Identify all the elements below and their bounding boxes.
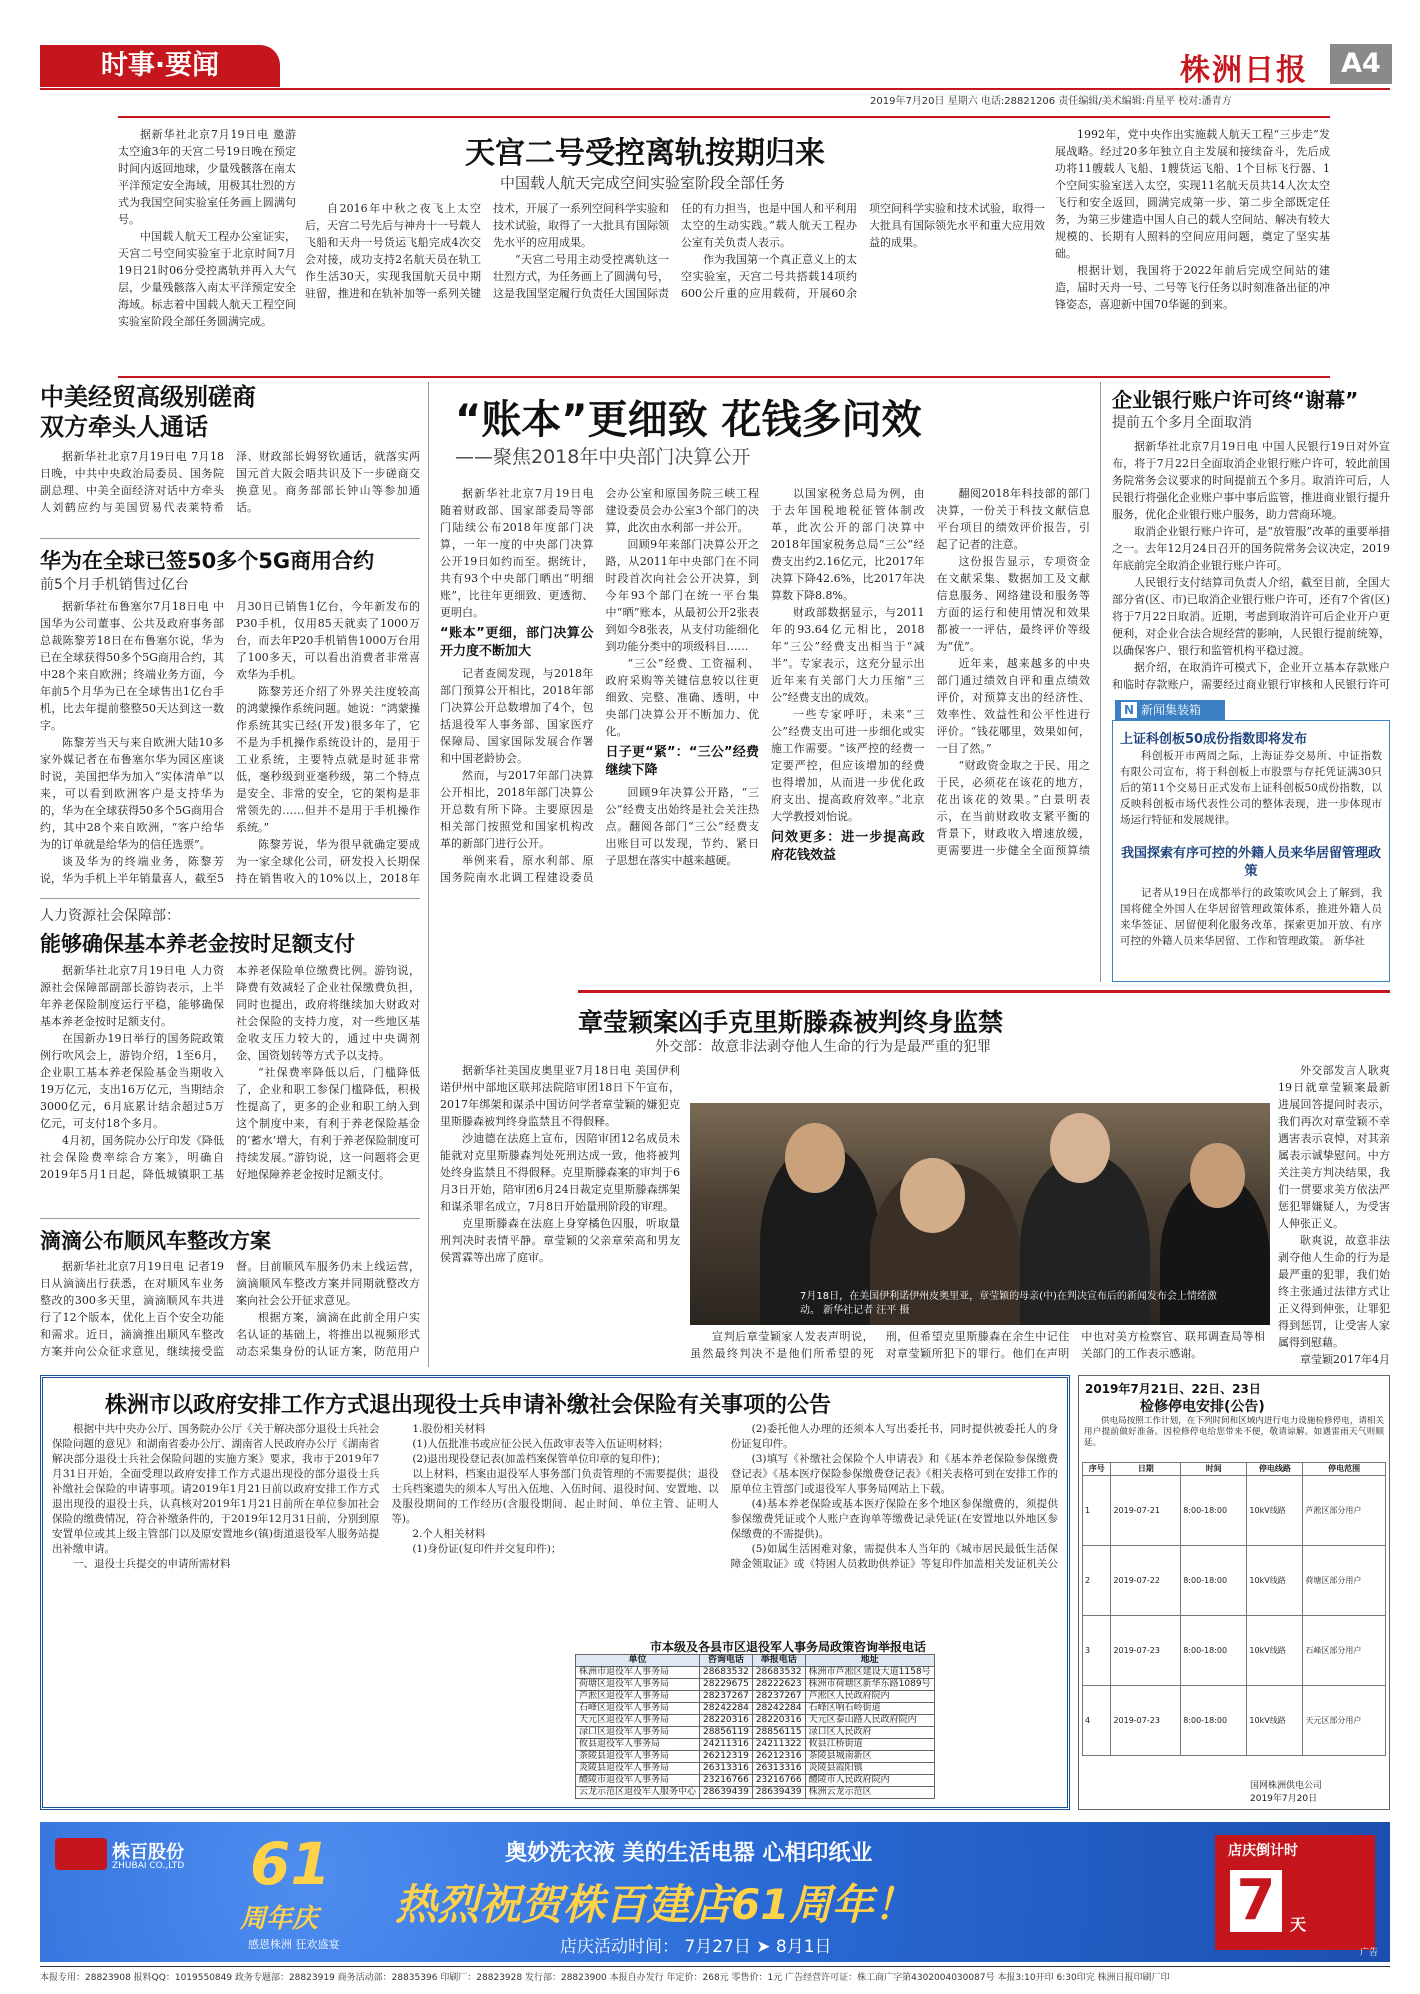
- table-cell: 攸县江桥街道: [805, 1739, 934, 1751]
- headline-budget: “账本”更细致 花钱多问效: [455, 397, 922, 443]
- schedule-intro: [1084, 1416, 1384, 1460]
- table-cell: 28242284: [752, 1703, 805, 1715]
- table-cell: 荷塘区退役军人事务局: [576, 1679, 700, 1691]
- paragraph: 这份报告显示，专项资金在文献采集、数据加工及文献信息服务、网络建设和服务等方面的运行和使用情况和效果都被一一评估，最终评价等级为“优”。: [936, 555, 1090, 653]
- brief-item-title: 上证科创板50成份指数即将发布: [1120, 732, 1308, 747]
- page-number: A4: [1330, 44, 1392, 84]
- table-row: [576, 1679, 935, 1691]
- photo-caption: 7月18日，在美国伊利诺伊州皮奥里亚，章莹颖的母亲(中)在判决宣布后的新闻发布会上情绪激动。 新华社记者 汪平 摄: [800, 1291, 1217, 1316]
- ad-time-start: 7月27日: [684, 1937, 751, 1957]
- article-tiangong-body: [305, 200, 1045, 376]
- table-cell: 2019-07-23: [1111, 1686, 1181, 1756]
- paragraph: 2.个人相关材料: [412, 1528, 486, 1540]
- top-rule: [40, 88, 1390, 90]
- schedule-date: 2019年7月20日: [1250, 1794, 1318, 1804]
- table-cell: 芦淞区部分用户: [1303, 1476, 1386, 1546]
- paragraph: 一、退役士兵提交的申请所需材料: [73, 1558, 231, 1570]
- table-row: [576, 1715, 935, 1727]
- table-header-cell: 地址: [805, 1655, 934, 1667]
- table-header-cell: 日期: [1111, 1463, 1181, 1476]
- table-row: [1083, 1546, 1386, 1616]
- paragraph: 陈黎芳当天与来自欧洲大陆10多家外媒记者在布鲁塞尔华为园区座谈时说，美国把华为加入“实体清单”以来，可以看到欧洲客户是支持华为的，华为在全球获得50多个5G商用合约，其中28个来自欧洲，“客户给华为的订单就是给华为的信任选票”。: [40, 736, 224, 851]
- schedule-table-body: [1083, 1476, 1386, 1756]
- table-cell: 28639439: [752, 1787, 805, 1799]
- paragraph: (5)如属生活困难对象，需提供本人当年的《城市居民最低生活保障金领取证》或《特困人员救助供养证》等复印件加盖相关发证机关公: [730, 1543, 1058, 1570]
- subsection-heading: 日子更“紧”：“三公”经费继续下降: [605, 745, 759, 778]
- ad-countdown-number: 7: [1230, 1870, 1282, 1932]
- schedule-signature: 国网株洲供电公司: [1250, 1781, 1323, 1791]
- paragraph: “财政资金取之于民、用之于民，必须花在该花的地方，花出该花的效果。”白景明表示，在当前财政收支紧平衡的背景下，财政收入增速放缓，更需要进一步健全全面预算绩: [936, 759, 1090, 857]
- table-cell: 攸县退役军人事务局: [576, 1739, 700, 1751]
- brief-item-title: 我国探索有序可控的外籍人员来华居留管理政策: [1120, 846, 1381, 879]
- table-cell: 渌口区退役军人事务局: [576, 1727, 700, 1739]
- table-cell: 2019-07-21: [1111, 1476, 1181, 1546]
- paragraph: 在国新办19日举行的国务院政策例行吹风会上，游钧介绍，1至6月，企业职工基本养老保险基金当期收入19万亿元，支出16万亿元，当期结余3000亿元，6月底累计结余超过5万亿元，可支付18个多月。: [40, 1032, 224, 1130]
- table-cell: 26212319: [700, 1751, 753, 1763]
- table-cell: 10kV线路: [1247, 1686, 1303, 1756]
- table-cell: 2: [1083, 1546, 1111, 1616]
- paragraph: 回顾9年来部门决算公开之路，从2011年中央部门在不同时段首次向社会公开决算，到今年93个部门在统一平台集中“晒”账本，从最初公开2张表到如今8张表，从支付功能细化到功能分类中的项级科目……: [605, 538, 759, 653]
- paragraph: 人民银行支付结算司负责人介绍，截至目前，全国大部分省(区、市)已取消企业银行账户许可，还有7个省(区)将于7月22日取消。近期，考虑到取消许可后企业开户更便利，对企业合法合规经营的影响，人民银行提前统筹，以确保客户、银行和监管机构平稳过渡。: [1112, 576, 1390, 657]
- article-tiangong-tail: [1055, 126, 1330, 376]
- table-cell: 茶陵县退役军人事务局: [576, 1751, 700, 1763]
- table-cell: 28683532: [700, 1667, 753, 1679]
- article-didi-body: [40, 1258, 420, 1368]
- table-cell: 8:00-18:00: [1181, 1686, 1247, 1756]
- article-zhang-lead: [440, 1062, 680, 1370]
- table-cell: 26313316: [700, 1763, 753, 1775]
- table-row: [1083, 1616, 1386, 1686]
- paragraph: 据新华社北京7月19日电 邀游太空逾3年的天宫二号19日晚在预定时间内返回地球，少量残骸落在南太平洋预定安全海域，用极其壮烈的方式为我国空间实验室任务画上圆满句号。: [118, 128, 296, 226]
- ad-anniversary-number: 61: [250, 1830, 331, 1898]
- table-cell: 23216766: [752, 1775, 805, 1787]
- paragraph: 4月初，国务院办公厅印发《降低社会保险费率综合方案》，明确自2019年5月1日起，降低城镇职工基本养老保险单位缴费比例。游钧说，降费有效减轻了企业社保缴费负担，同时也提出，政府将继续加大财政对社会保险的支持力度，对一些地区基金收支压力较大的，通过中央调剂金、国资划转等方式予以支持。: [40, 964, 420, 1181]
- headline-huawei: 华为在全球已签50多个5G商用合约: [40, 549, 375, 573]
- table-cell: 炎陵县霞阳镇: [805, 1763, 934, 1775]
- paragraph: 外交部发言人耿爽19日就章莹颖案最新进展回答提问时表示，我们再次对章莹颖不幸遇害表示哀悼，对其亲属表示诚挚慰问。中方关注美方判决结果，我们一贯要求美方依法严惩犯罪嫌疑人，为受害人伸张正义。: [1278, 1064, 1390, 1230]
- table-header-cell: 序号: [1083, 1463, 1111, 1476]
- paragraph: 以国家税务总局为例，由于去年国税地税征管体制改革，此次公开的部门决算中2018年国家税务总局“三公”经费支出约2.16亿元，比2017年决算下降42.6%，比2017年决算数下降8.8%。: [771, 487, 925, 602]
- table-row: [576, 1787, 935, 1799]
- article-zhang-under-photo: [690, 1328, 1265, 1370]
- table-cell: 芦淞区人民政府院内: [805, 1691, 934, 1703]
- subsection-heading: “账本”更细，部门决算公开力度不断加大: [440, 626, 594, 659]
- paragraph: 据新华社北京7月19日电 7月18日晚，中共中央政治局委员、国务院副总理、中美全面经济对话中方牵头人刘鹤应约与美国贸易代表莱特希泽、财政部长姆努钦通话，就落实两国元首大阪会晤共识及下一步磋商交换意见。商务部部长钟山等参加通话。: [40, 450, 420, 514]
- date-line: 2019年7月20日 星期六 电话:28821206 责任编辑/美术编辑:肖星平 校对:潘青方: [870, 96, 1232, 107]
- ad-anniversary-word: 周年庆: [240, 1904, 319, 1934]
- table-cell: 1: [1083, 1476, 1111, 1546]
- table-cell: 石峰区退役军人事务局: [576, 1703, 700, 1715]
- arrow-right-icon: ➤: [756, 1937, 771, 1957]
- ad-time-end: 8月1日: [775, 1937, 832, 1957]
- table-header-row: [1083, 1463, 1386, 1476]
- ad-products: 奥妙洗衣液 美的生活电器 心相印纸业: [505, 1841, 873, 1866]
- contact-table-body: [576, 1667, 935, 1799]
- paragraph: 翻阅2018年科技部的部门决算，一份关于科技文献信息平台项目的绩效评价报告，引起了记者的注意。: [936, 487, 1090, 551]
- table-cell: 10kV线路: [1247, 1546, 1303, 1616]
- table-cell: 28237267: [752, 1691, 805, 1703]
- table-cell: 28222623: [752, 1679, 805, 1691]
- table-header-cell: 举报电话: [752, 1655, 805, 1667]
- paragraph: 中国载人航天工程办公室证实，天宫二号空间实验室于北京时间7月19日21时06分受控离轨并再入大气层，少量残骸落入南太平洋预定安全海域。标志着中国载人航天工程空间实验室阶段全部任务圆满完成。: [118, 230, 296, 328]
- table-cell: 3: [1083, 1616, 1111, 1686]
- brand-logo-icon: [55, 1838, 107, 1870]
- photo-face: [785, 1123, 845, 1193]
- article-huawei-body: [40, 598, 420, 893]
- table-cell: 茶陵县城南新区: [805, 1751, 934, 1763]
- table-header-cell: 咨询电话: [700, 1655, 753, 1667]
- ad-time-label: 店庆活动时间：: [560, 1937, 679, 1957]
- table-cell: 株洲云龙示范区: [805, 1787, 934, 1799]
- table-cell: 株洲市荷塘区新华东路1089号: [805, 1679, 934, 1691]
- table-cell: 28237267: [700, 1691, 753, 1703]
- paragraph: 据新华社美国皮奥里亚7月18日电 美国伊利诺伊州中部地区联邦法院陪审团18日下午宣布，2017年绑架和谋杀中国访问学者章莹颖的嫌犯克里斯滕森被判终身监禁且不得假释。: [440, 1064, 680, 1128]
- table-cell: 28683532: [752, 1667, 805, 1679]
- table-cell: 2019-07-23: [1111, 1616, 1181, 1686]
- table-row: [576, 1775, 935, 1787]
- contact-table-wrap: [575, 1654, 1060, 1799]
- table-cell: 株洲市退役军人事务局: [576, 1667, 700, 1679]
- paper-name: 株洲日报: [1180, 53, 1308, 88]
- table-cell: 天元区部分用户: [1303, 1686, 1386, 1756]
- paragraph: 据新华社布鲁塞尔7月18日电 中国华为公司董事、公共及政府事务部总裁陈黎芳18日在布鲁塞尔说，华为已在全球获得50多个5G商用合约，其中28个来自欧洲；终端业务方面，今年前5个月华为已在全球售出1亿台手机，比去年提前整整50天达到这一数字。: [40, 600, 224, 732]
- paragraph: 近年来，越来越多的中央部门通过绩效自评和重点绩效评价，对预算支出的经济性、效率性、效益性和公平性进行评价。“钱花哪里，效果如何，一目了然。”: [936, 657, 1090, 755]
- table-row: [576, 1691, 935, 1703]
- headline-didi: 滴滴公布顺风车整改方案: [40, 1229, 271, 1253]
- paragraph: “三公”经费、工资福利、政府采购等关键信息较以往更细致、完整、准确、透明，中央部门决算公开不断加力、优化。: [605, 657, 759, 738]
- table-row: [576, 1727, 935, 1739]
- budget-columns: [440, 485, 1090, 890]
- paragraph: 财政部数据显示，与2011年的93.64亿元相比，2018年“三公”经费支出相当于“减半”。专家表示，这充分显示出近年来有关部门大力压缩“三公”经费支出的成效。: [771, 606, 925, 704]
- subsection-heading: 问效更多：进一步提高政府花钱效益: [771, 830, 925, 863]
- table-header-cell: 时间: [1181, 1463, 1247, 1476]
- photo-face: [1190, 1143, 1245, 1208]
- paragraph: 记者查阅发现，与2018年部门预算公开相比，2018年部门决算公开总数增加了4个，包括退役军人事务部、国家医疗保障局、国家国际发展合作署和中国老龄协会。: [440, 667, 594, 765]
- paragraph: 供电局按照工作计划，在下列时间和区域内进行电力设施检修停电，请相关用户提前做好准备。因检修停电给您带来不便，敬请谅解。如遇雷雨天气则顺延。: [1084, 1416, 1384, 1448]
- paragraph: 耿爽说，故意非法剥夺他人生命的行为是最严重的犯罪，我们始终主张通过法律方式让正义得到伸张，让罪犯得到惩罚，让受害人家属得到慰藉。: [1278, 1234, 1390, 1349]
- headline-line: 中美经贸高级别磋商: [40, 383, 256, 411]
- ad-slogan: 热烈祝贺株百建店61周年！: [395, 1880, 916, 1929]
- table-cell: 株洲市芦淞区建设大道1158号: [805, 1667, 934, 1679]
- table-cell: 2019-07-22: [1111, 1546, 1181, 1616]
- subhead-budget: ——聚焦2018年中央部门决算公开: [455, 446, 751, 468]
- article-trade-body: [40, 448, 420, 533]
- table-cell: 石峰区部分用户: [1303, 1616, 1386, 1686]
- table-cell: 醴陵市人民政府院内: [805, 1775, 934, 1787]
- paragraph: 科创板开市两周之际，上海证券交易所、中证指数有限公司宣布，将于科创板上市股票与存托凭证满30只后的第11个交易日正式发布上证科创板50成份指数，以反映科创板市场代表性公司的整体表现，进一步体现市场运行特征和发展规律。: [1120, 750, 1382, 826]
- subhead-tiangong: 中国载人航天完成空间实验室阶段全部任务: [500, 174, 786, 192]
- table-row: [576, 1739, 935, 1751]
- paragraph: 一些专家呼吁，未来“三公”经费支出可进一步细化或实施工作需要。“该严控的经费一定要严控，但应该增加的经费也得增加，从而进一步优化政府支出、提高政府效率。”北京大学教授刘怡说。: [771, 708, 925, 823]
- ad-countdown-label: 店庆倒计时: [1228, 1843, 1298, 1859]
- photo-face: [1050, 1113, 1110, 1183]
- photo-face: [900, 1158, 965, 1233]
- paragraph: 陈黎芳说，华为很早就确定要成为一家全球化公司，研发投入长期保持在销售收入的10%以上，2018年: [236, 838, 420, 885]
- ad-countdown-unit: 天: [1290, 1915, 1307, 1934]
- contact-table: [575, 1654, 935, 1799]
- headline-trade-talks: [40, 382, 256, 442]
- table-cell: 芦淞区退役军人事务局: [576, 1691, 700, 1703]
- table-cell: 天元区泰山路人民政府院内: [805, 1715, 934, 1727]
- paragraph: (2)退出现役登记表(加盖档案保管单位印章的复印件)；: [412, 1453, 667, 1465]
- table-cell: 28242284: [700, 1703, 753, 1715]
- section-tab: 时事·要闻: [40, 45, 280, 87]
- paragraph: 作为我国第一个真正意义上的太空实验室，天宫二号共搭载14项约600公斤重的应用载荷，开展60余项空间科学实验和技术试验，取得一大批具有国际领先水平和重大应用效益的成果。: [681, 202, 1045, 300]
- paragraph: 1992年，党中央作出实施载人航天工程“三步走”发展战略。经过20多年独立自主发展和接续奋斗，先后成功将11艘载人飞船、1艘货运飞船、1个目标飞行器、1个空间实验室送入太空，实现11名航天员共14人次太空飞行和安全返回，圆满完成第一步、第二步全部既定任务，为第三步建造中国人自己的载人空间站、解决有较大规模的、长期有人照料的空间应用问题，奠定了坚实基础。: [1055, 128, 1330, 260]
- paragraph: 举例来看，原水利部、原国务院南水北调工程建设委员会办公室和原国务院三峡工程建设委员会办公室3个部门的决算，此次由水利部一并公开。: [440, 487, 759, 884]
- paragraph: 据新华社北京7月19日电 中国人民银行19日对外宣布，将于7月22日全面取消企业银行账户许可，较此前国务院常务会议要求的时间提前五个多月。取消许可后，人民银行将强化企业账户事中事后监管，推进商业银行提升服务，优化企业银行账户服务，助力营商环境。: [1112, 440, 1390, 521]
- table-header-cell: 停电线路: [1247, 1463, 1303, 1476]
- headline-tiangong: 天宫二号受控离轨按期归来: [465, 136, 825, 171]
- table-cell: 8:00-18:00: [1181, 1546, 1247, 1616]
- table-cell: 天元区退役军人事务局: [576, 1715, 700, 1727]
- paragraph: 克里斯滕森在法庭上身穿橘色囚服，听取量刑判决时表情平静。章莹颖的父亲章荣高和男友侯霄霖等出席了庭审。: [440, 1217, 680, 1264]
- ad-mark: 广告: [1360, 1948, 1379, 1958]
- article-zhang-tail: [1278, 1062, 1390, 1370]
- paragraph: (1)人伍批准书或应征公民入伍政审表等入伍证明材料；: [412, 1438, 669, 1450]
- table-cell: 23216766: [700, 1775, 753, 1787]
- table-cell: 24211322: [752, 1739, 805, 1751]
- contact-table-head: [576, 1655, 935, 1667]
- table-cell: 24211316: [700, 1739, 753, 1751]
- table-header-row: [576, 1655, 935, 1667]
- headline-line: 双方牵头人通话: [40, 413, 208, 441]
- paragraph: (2)委托他人办理的还须本人写出委托书，同时提供被委托人的身份证复印件。: [730, 1423, 1058, 1450]
- paragraph: 回顾9年决算公开路，“三公”经费支出始终是社会关注热点。翻阅各部门“三公”经费支出账目可以发现，节约、紧日子思想在落实中越来越硬。: [605, 786, 759, 867]
- table-cell: 26212316: [752, 1751, 805, 1763]
- paragraph: (4)基本养老保险或基本医疗保险在多个地区参保缴费的，须提供参保缴费凭证或个人账户查询单等缴费记录凭证(在安置地以外地区参保缴费的不需提供)。: [730, 1498, 1058, 1540]
- table-cell: 石峰区响石岭街道: [805, 1703, 934, 1715]
- kicker-pension: 人力资源社会保障部：: [40, 908, 180, 924]
- ad-anniversary-slogan: 感恩株洲 狂欢盛宴: [248, 1938, 340, 1951]
- table-cell: 8:00-18:00: [1181, 1476, 1247, 1546]
- paragraph: 据新华社北京7月19日电 随着财政部、国家部委局等部门陆续公布2018年度部门决算，一年一度的中央部门决算公开19日如约而至。据统计，共有93个中央部门晒出“明细账”，比往年更细致、更透彻、更明白。: [440, 487, 594, 619]
- paragraph: 据新华社北京7月19日电 记者19日从滴滴出行获悉，在对顺风车业务整改的300多天里，滴滴顺风车共进行了12个版本，优化上百个安全功能和需求。近日，滴滴推出顺风车整改方案并向公众征求意见，继续接受监督。目前顺风车服务仍未上线运营，滴滴顺风车整改方案并同期就整改方案向社会公开征求意见。: [40, 1260, 420, 1358]
- paragraph: 然而，与2017年部门决算公开相比，2018年部门决算公开总数有所下降。主要原因是相关部门按照党和国家机构改革的新部门进行公开。: [440, 769, 594, 850]
- brief-item-body: [1120, 748, 1382, 838]
- brief-item-body: [1120, 885, 1382, 977]
- paragraph: 自2016年中秋之夜飞上太空后，天宫二号先后与神舟十一号载人飞船和天舟一号货运飞船完成4次交会对接，成功支持2名航天员在轨工作生活30天，实现我国航天员中期驻留，推进和在轨补加等一系列关键技术，开展了一系列空间科学实验和技术试验，取得了一大批具有国际领先水平的应用成果。: [305, 202, 669, 300]
- paragraph: 取消企业银行账户许可，是“放管服”改革的重要举措之一。去年12月24日召开的国务院常务会议决定，2019年底前完全取消企业银行账户许可。: [1112, 525, 1390, 572]
- schedule-title: 检修停电安排(公告): [1140, 1399, 1265, 1415]
- schedule-table: [1082, 1462, 1386, 1756]
- schedule-header: 2019年7月21日、22日、23日: [1085, 1382, 1261, 1396]
- subhead-zhang-case: 外交部：故意非法剥夺他人生命的行为是最严重的犯罪: [655, 1039, 991, 1055]
- paragraph: 沙迪德在法庭上宣布，因陪审团12名成员未能就对克里斯滕森判处死刑达成一致，他将被判处终身监禁且不得假释。克里斯滕森案的审判于6月3日开始，陪审团6月24日裁定克里斯滕森绑架和谋杀罪名成立，7月8日开始量刑阶段的审理。: [440, 1132, 680, 1213]
- paragraph: 谈及华为的终端业务，陈黎芳说，华为手机上半年销量喜人，截至5月30日已销售1亿台，今年新发布的P30手机，仅用85天就卖了1000万台，而去年P20手机销售1000万台用了100多天，可以看出消费者非常喜欢华为手机。: [40, 600, 420, 885]
- page-footer: 本报专用：28823908 报料QQ：1019550849 政务专题部：28823919 商务活动部：28835396 印刷厂：28823928 发行部：28823900 本报自办发行 年定价：268元 零售价：1元 广告经营许可证：株工商广字第4302004030087号 本报3:10开印 6:30印完 株洲日报印刷厂印: [40, 1966, 1390, 1983]
- paragraph: 根据计划，我国将于2022年前后完成空间站的建造，届时天舟一号、二号等飞行任务以时刻准备出征的冲锋姿态，喜迎新中国70华诞的到来。: [1055, 264, 1330, 311]
- paragraph: 章莹颖2017年4月: [1300, 1353, 1390, 1366]
- headline-zhang-case: 章莹颖案凶手克里斯滕森被判终身监禁: [578, 1008, 1004, 1037]
- article-bank-body: [1112, 438, 1390, 693]
- table-row: [1083, 1686, 1386, 1756]
- table-cell: 28220316: [752, 1715, 805, 1727]
- table-cell: 28229675: [700, 1679, 753, 1691]
- paragraph: 记者从19日在成都举行的政策吹风会上了解到，我国将健全外国人在华居留管理政策体系，推进外籍人员来华签证、居留便利化服务改革，探索更加开放、有序可控的外籍人员来华居留、工作和管理政策。 新华社: [1120, 887, 1382, 947]
- article-tiangong-lead: [118, 126, 296, 376]
- table-row: [1083, 1476, 1386, 1546]
- table-cell: 28856119: [700, 1727, 753, 1739]
- contact-table-title: 市本级及各县市区退役军人事务局政策咨询举报电话: [650, 1640, 927, 1654]
- paragraph: 根据中共中央办公厅、国务院办公厅《关于解决部分退役士兵社会保险问题的意见》和湖南省委办公厅、湖南省人民政府办公厅《湖南省解决部分退役士兵社会保险问题的实施方案》要求，我市于2019年7月31日开始，全面受理以政府安排工作方式退出现役的部分退役士兵补缴社会保险的申请事项。请2019年1月21日前以政府安排工作方式退出现役的退役士兵，认真核对2019年1月21日前所在单位参加社会保险的缴费情况，符合补缴条件的，于2019年12月31日前，分别到原安置单位或其上级主管部门以及原安置地乡(镇)街道退役军人服务站提出补缴申请。: [52, 1423, 380, 1555]
- subhead-bank-account: 提前五个多月全面取消: [1112, 415, 1252, 431]
- ad-brand-en: ZHUBAI CO.,LTD: [112, 1861, 185, 1871]
- table-row: [576, 1703, 935, 1715]
- schedule-table-head: [1083, 1463, 1386, 1476]
- paragraph: 根据方案，滴滴在此前全用户实名认证的基础上，将推出以视频形式动态采集身份的认证方案，防范用户: [236, 1311, 420, 1358]
- table-header-cell: 停电范围: [1303, 1463, 1386, 1476]
- table-cell: 醴陵市退役军人事务局: [576, 1775, 700, 1787]
- table-cell: 26313316: [752, 1763, 805, 1775]
- table-cell: 4: [1083, 1686, 1111, 1756]
- table-cell: 10kV线路: [1247, 1476, 1303, 1546]
- ad-brand: 株百股份: [112, 1842, 184, 1863]
- table-cell: 云龙示范区退役军人服务中心: [576, 1787, 700, 1799]
- paragraph: “天宫二号用主动受控离轨这一壮烈方式，为任务画上了圆满句号，这是我国坚定履行负责任大国国际责任的有力担当，也是中国人和平利用太空的生动实践。”载人航天工程办公室有关负责人表示。: [493, 202, 857, 300]
- ad-time: [560, 1932, 832, 1957]
- headline-bank-account: 企业银行账户许可终“谢幕”: [1112, 388, 1359, 412]
- table-cell: 荷塘区部分用户: [1303, 1546, 1386, 1616]
- table-cell: 炎陵县退役军人事务局: [576, 1763, 700, 1775]
- table-cell: 10kV线路: [1247, 1616, 1303, 1686]
- table-row: [576, 1667, 935, 1679]
- news-brief-tag: [1115, 700, 1225, 720]
- schedule-table-wrap: [1082, 1462, 1386, 1756]
- notice-body: [52, 1422, 1058, 1580]
- paragraph: 1.股份相关材料: [412, 1423, 486, 1435]
- table-header-cell: 单位: [576, 1655, 700, 1667]
- table-row: [576, 1751, 935, 1763]
- paragraph: “社保费率降低以后，门槛降低了，企业和职工参保门槛降低，积极性提高了，更多的企业和职工纳入到这个制度中来，有利于养老保险基金的‘蓄水’增大，有利于养老保险制度可持续发展。”游钧说，这一问题将会更好地保障养老金按时足额支付。: [236, 1066, 420, 1181]
- table-row: [576, 1763, 935, 1775]
- paragraph: 据介绍，在取消许可模式下，企业开立基本存款账户和临时存款账户，需要经过商业银行审核和人民银行许可: [1112, 661, 1390, 691]
- table-cell: 28639439: [700, 1787, 753, 1799]
- news-brief-icon: N: [1121, 702, 1137, 718]
- paragraph: 宣判后章莹颖家人发表声明说，虽然最终判决不是他们所希望的死刑，但希望克里斯滕森在余生中记住对章莹颖所犯下的罪行。他们在声明中也对美方检察官、联邦调查局等相关部门的工作表示感谢。: [690, 1330, 1265, 1360]
- notice-title: 株洲市以政府安排工作方式退出现役士兵申请补缴社会保险有关事项的公告: [105, 1393, 832, 1418]
- news-brief-label: 新闻集装箱: [1141, 703, 1202, 717]
- article-budget-body: [440, 485, 1090, 890]
- subhead-huawei: 前5个月手机销售过亿台: [40, 577, 189, 593]
- table-cell: 28856115: [752, 1727, 805, 1739]
- table-cell: 渌口区人民政府: [805, 1727, 934, 1739]
- table-cell: 28220316: [700, 1715, 753, 1727]
- paragraph: 陈黎芳还介绍了外界关注度较高的鸿蒙操作系统问题。她说：“鸿蒙操作系统其实已经(开发)很多年了，它不是为手机操作系统设计的，是用于工业系统，主要特点就是时延非常低，毫秒级到亚毫秒级，第二个特点是安全、非常的安全，它的架构是非常领先的……但并不是用于手机操作系统。”: [236, 685, 420, 834]
- table-cell: 8:00-18:00: [1181, 1616, 1247, 1686]
- paragraph: (3)填写《补缴社会保险个人申请表》和《基本养老保险参保缴费登记表》《基本医疗保险参保缴费登记表》《相关表格可到在安排工作的原单位主管部门或退役军人事务局网站上下载。: [730, 1453, 1058, 1495]
- paragraph: 以上材料，档案由退役军人事务部门负责管理的不需要提供；退役士兵档案遗失的须本人写出入伍地、入伍时间、退役时间、安置地、以及服役期间的工作经历(含服役期间、起止时间、单位主管、证明人等)。: [391, 1468, 719, 1525]
- paragraph: 据新华社北京7月19日电 人力资源社会保障部副部长游钧表示，上半年养老保险制度运行平稳，能够确保基本养老金按时足额支付。: [40, 964, 224, 1028]
- article-pension-body: [40, 962, 420, 1212]
- paragraph: (1)身份证(复印件并交复印件)；: [412, 1543, 562, 1555]
- headline-pension: 能够确保基本养老金按时足额支付: [40, 932, 355, 956]
- schedule-footer: [1250, 1778, 1322, 1804]
